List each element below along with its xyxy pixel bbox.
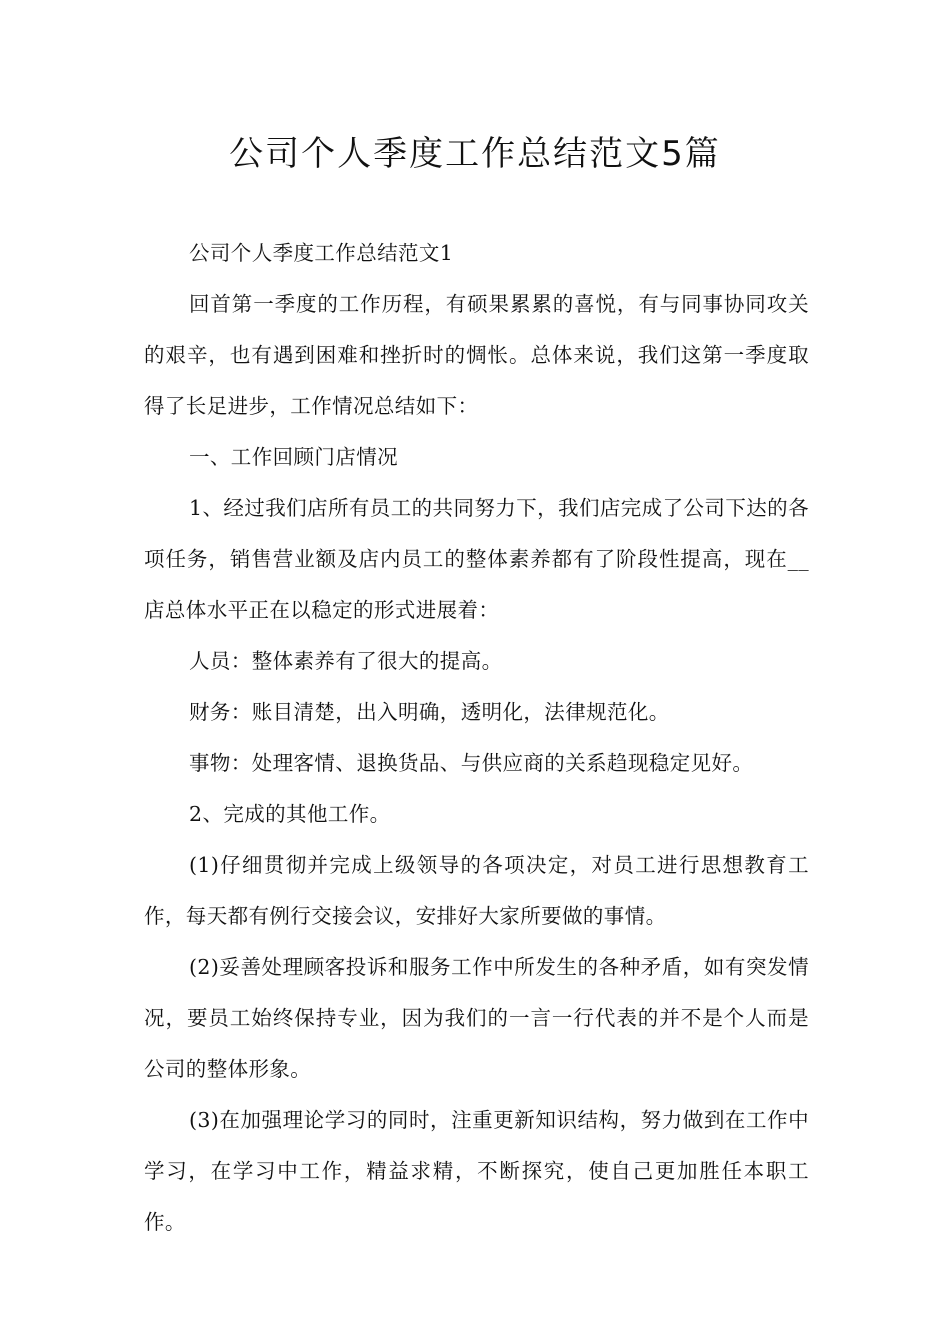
body-paragraph: (3)在加强理论学习的同时，注重更新知识结构，努力做到在工作中学习，在学习中工作，精益求精，不断探究，使自己更加胜任本职工作。	[144, 1108, 809, 1234]
list-item: 事物：处理客情、退换货品、与供应商的关系趋现稳定见好。	[189, 751, 754, 775]
body-paragraph: 回首第一季度的工作历程，有硕果累累的喜悦，有与同事协同攻关的艰辛，也有遇到困难和挫折时的惆怅。总体来说，我们这第一季度取得了长足进步，工作情况总结如下：	[144, 292, 809, 418]
list-item: 财务：账目清楚，出入明确，透明化，法律规范化。	[189, 700, 670, 724]
body-paragraph: 1、经过我们店所有员工的共同努力下，我们店完成了公司下达的各项任务，销售营业额及店内员工的整体素养都有了阶段性提高，现在__店总体水平正在以稳定的形式进展着：	[144, 496, 809, 622]
body-paragraph: (1)仔细贯彻并完成上级领导的各项决定，对员工进行思想教育工作，每天都有例行交接会议，安排好大家所要做的事情。	[144, 853, 809, 928]
section-heading: 公司个人季度工作总结范文1	[189, 241, 454, 265]
body-paragraph: (2)妥善处理顾客投诉和服务工作中所发生的各种矛盾，如有突发情况，要员工始终保持专业，因为我们的一言一行代表的并不是个人而是公司的整体形象。	[144, 955, 809, 1081]
document-title: 公司个人季度工作总结范文5篇	[229, 134, 721, 174]
subsection-heading: 一、工作回顾门店情况	[189, 445, 398, 469]
subsection-heading: 2、完成的其他工作。	[189, 802, 391, 826]
document-body	[144, 228, 809, 1248]
list-item: 人员：整体素养有了很大的提高。	[189, 649, 503, 673]
